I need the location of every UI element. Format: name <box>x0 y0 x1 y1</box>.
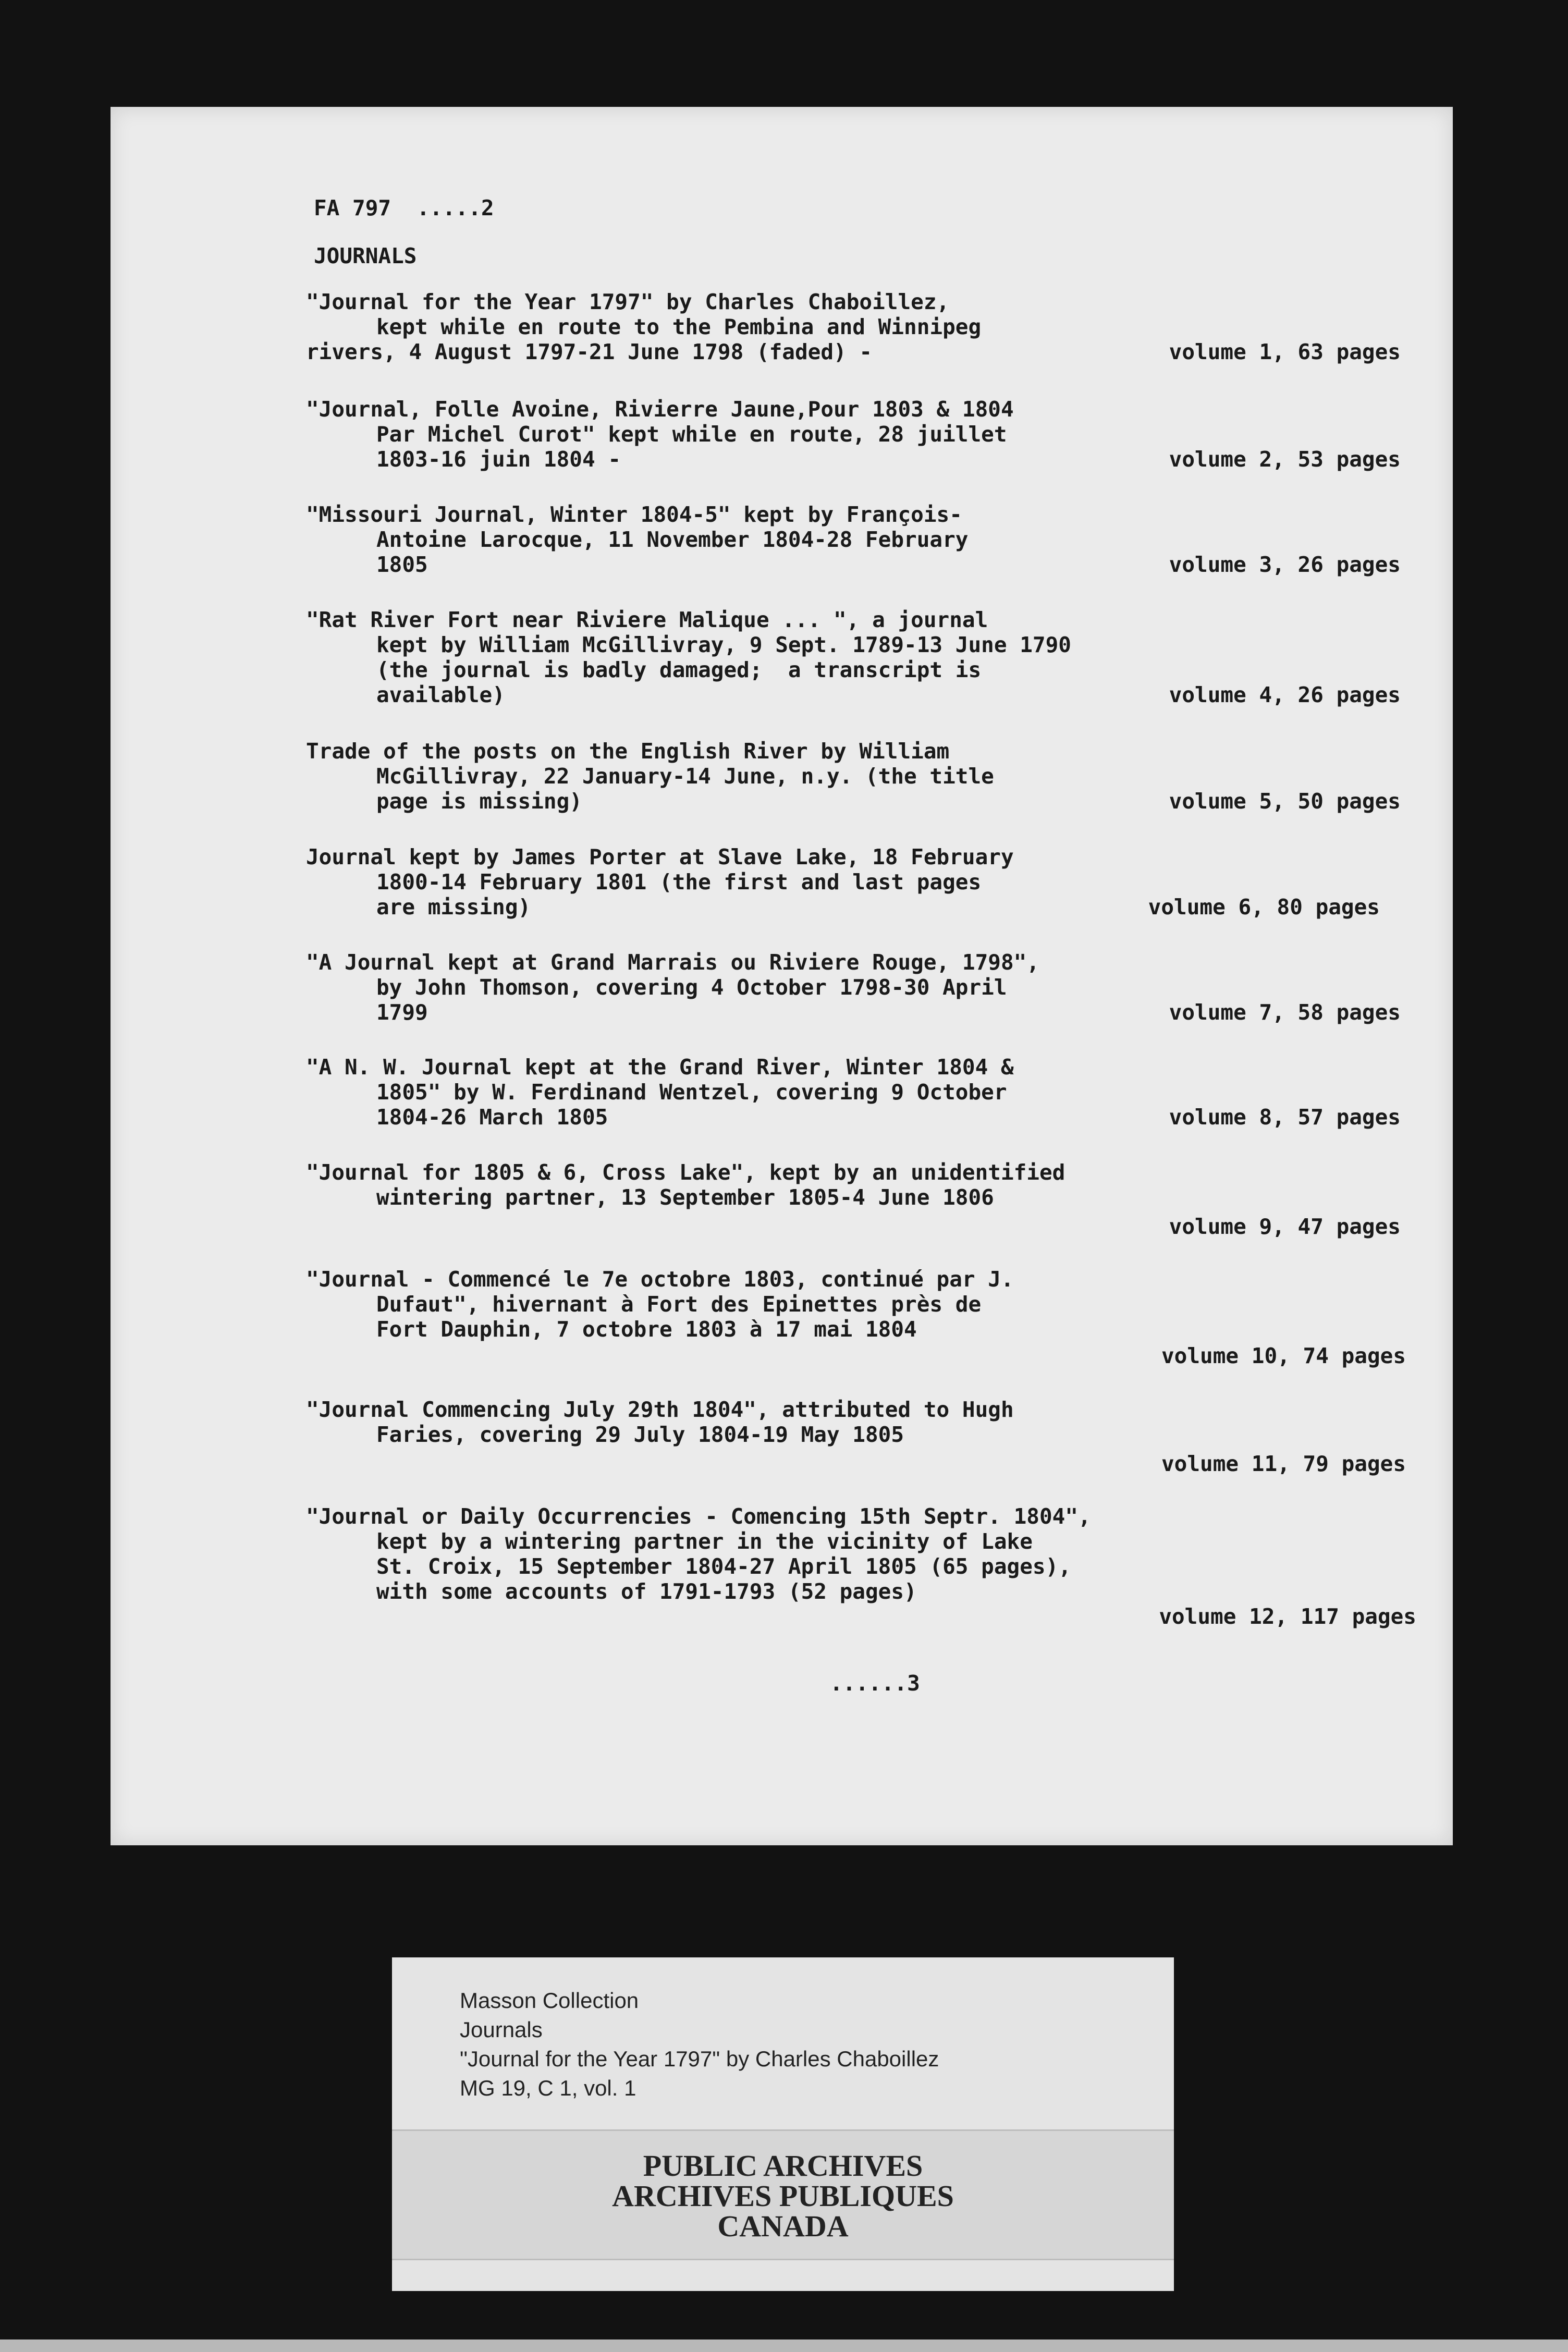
entry-line: "Missouri Journal, Winter 1804-5" kept by François- <box>306 502 962 527</box>
journal-entry-2 <box>306 397 1401 472</box>
volume-label: volume 4, 26 pages <box>1169 682 1401 707</box>
volume-label: volume 5, 50 pages <box>1169 789 1401 814</box>
volume-label: volume 7, 58 pages <box>1169 1000 1401 1025</box>
stamp-line-fr: ARCHIVES PUBLIQUES <box>612 2179 954 2213</box>
document-page <box>111 107 1453 1845</box>
label-reference: MG 19, C 1, vol. 1 <box>460 2076 636 2100</box>
entry-line: Trade of the posts on the English River by William <box>306 739 950 764</box>
entry-line: rivers, 4 August 1797-21 June 1798 (faded) - <box>306 339 873 364</box>
entry-line: kept by William McGillivray, 9 Sept. 1789-13 June 1790 <box>376 632 1071 657</box>
entry-line: kept while en route to the Pembina and Winnipeg <box>376 314 982 339</box>
entry-line: are missing) <box>376 895 531 920</box>
entry-line: Antoine Larocque, 11 November 1804-28 February <box>376 527 969 552</box>
entry-line: St. Croix, 15 September 1804-27 April 1805 (65 pages), <box>376 1554 1071 1579</box>
journal-entry-8 <box>306 1055 1401 1130</box>
volume-label: volume 1, 63 pages <box>1169 339 1401 364</box>
journal-entry-6 <box>306 844 1401 920</box>
journal-entry-7 <box>306 950 1401 1025</box>
volume-label: volume 6, 80 pages <box>1148 895 1380 920</box>
volume-label: volume 10, 74 pages <box>1161 1343 1406 1368</box>
entry-line: "A N. W. Journal kept at the Grand River, Winter 1804 & <box>306 1055 1014 1080</box>
stamp-line-country: CANADA <box>717 2209 849 2243</box>
next-page-marker: ......3 <box>830 1671 920 1696</box>
entry-line: 1805 <box>376 552 428 577</box>
section-heading: JOURNALS <box>314 243 417 268</box>
archive-label-card <box>392 1957 1174 2291</box>
entry-line: 1800-14 February 1801 (the first and last pages <box>376 869 982 895</box>
volume-label: volume 2, 53 pages <box>1169 447 1401 472</box>
label-series: Journals <box>460 2017 543 2042</box>
entry-line: "Journal Commencing July 29th 1804", attributed to Hugh <box>306 1397 1014 1422</box>
entry-line: "Journal for the Year 1797" by Charles Chaboillez, <box>306 289 950 314</box>
entry-line: "Journal for 1805 & 6, Cross Lake", kept by an unidentified <box>306 1160 1065 1185</box>
journal-entry-9 <box>306 1160 1401 1239</box>
entry-line: Par Michel Curot" kept while en route, 28 juillet <box>376 422 1007 447</box>
entry-line: (the journal is badly damaged; a transcript is <box>376 657 982 682</box>
volume-label: volume 11, 79 pages <box>1161 1451 1406 1476</box>
journal-entry-4 <box>306 607 1401 707</box>
entry-line: "Journal or Daily Occurrencies - Comencing 15th Septr. 1804", <box>306 1504 1091 1529</box>
label-collection: Masson Collection <box>460 1988 639 2013</box>
entry-line: Faries, covering 29 July 1804-19 May 1805 <box>376 1422 904 1447</box>
entry-line: page is missing) <box>376 789 582 814</box>
volume-label: volume 9, 47 pages <box>1169 1214 1401 1239</box>
entry-line: "Rat River Fort near Riviere Malique ... ", a journal <box>306 607 988 632</box>
journal-entry-10 <box>306 1267 1406 1368</box>
entry-line: 1804-26 March 1805 <box>376 1105 608 1130</box>
journal-entry-12 <box>306 1504 1416 1629</box>
journal-entry-3 <box>306 502 1401 577</box>
entry-line: Dufaut", hivernant à Fort des Epinettes près de <box>376 1292 982 1317</box>
entry-line: "A Journal kept at Grand Marrais ou Riviere Rouge, 1798", <box>306 950 1039 975</box>
entry-line: "Journal - Commencé le 7e octobre 1803, continué par J. <box>306 1267 1014 1292</box>
entry-line: 1799 <box>376 1000 428 1025</box>
entry-line: Fort Dauphin, 7 octobre 1803 à 17 mai 1804 <box>376 1317 917 1342</box>
film-edge <box>0 2339 1568 2352</box>
label-text <box>460 1986 939 2103</box>
entry-line: by John Thomson, covering 4 October 1798-30 April <box>376 975 1007 1000</box>
journal-entry-11 <box>306 1397 1406 1476</box>
entry-line: 1805" by W. Ferdinand Wentzel, covering 9 October <box>376 1080 1007 1105</box>
entry-line: Journal kept by James Porter at Slave Lake, 18 February <box>306 844 1014 869</box>
entry-line: McGillivray, 22 January-14 June, n.y. (the title <box>376 764 994 789</box>
journal-entry-1 <box>306 289 1401 364</box>
stamp-line-en: PUBLIC ARCHIVES <box>643 2149 923 2183</box>
entry-line: kept by a wintering partner in the vicinity of Lake <box>376 1529 1033 1554</box>
entry-line: with some accounts of 1791-1793 (52 pages) <box>376 1579 917 1604</box>
entry-line: "Journal, Folle Avoine, Rivierre Jaune,Pour 1803 & 1804 <box>306 397 1014 422</box>
volume-label: volume 12, 117 pages <box>1159 1604 1416 1629</box>
entry-line: wintering partner, 13 September 1805-4 June 1806 <box>376 1185 994 1210</box>
entry-line: 1803-16 juin 1804 - <box>376 447 621 472</box>
entry-line: available) <box>376 682 505 707</box>
archives-stamp <box>392 2129 1174 2260</box>
label-title: "Journal for the Year 1797" by Charles Chaboillez <box>460 2047 939 2071</box>
reference-number: FA 797 .....2 <box>314 195 494 220</box>
volume-label: volume 8, 57 pages <box>1169 1105 1401 1130</box>
volume-label: volume 3, 26 pages <box>1169 552 1401 577</box>
journal-entry-5 <box>306 739 1401 814</box>
